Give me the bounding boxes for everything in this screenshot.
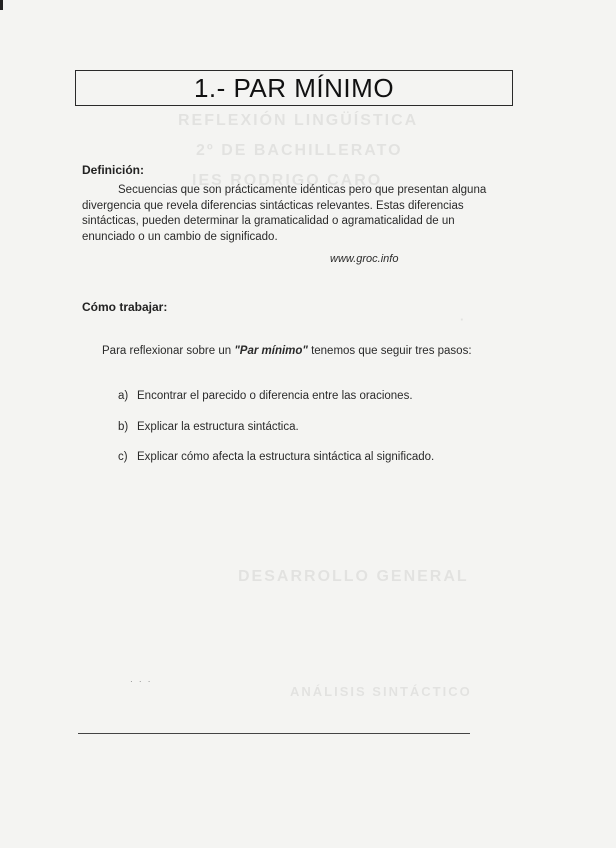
- page-title: 1.- PAR MÍNIMO: [75, 70, 513, 106]
- list-item: [118, 390, 434, 421]
- intro-text-start: Para reflexionar sobre un: [102, 345, 235, 357]
- step-text: Encontrar el parecido o diferencia entre las oraciones.: [137, 390, 413, 402]
- definition-text: Secuencias que son prácticamente idénticas pero que presentan alguna divergencia que revela diferencias sintácticas relevantes. Estas diferencias sintácticas, pueden determinar la gramaticalidad o agramaticalidad de un enunciado o un cambio de significado.: [82, 184, 487, 243]
- step-marker: c): [118, 451, 128, 463]
- list-item: [118, 421, 434, 452]
- intro-text-end: tenemos que seguir tres pasos:: [307, 345, 472, 357]
- bleed-through-text: ANÁLISIS SINTÁCTICO: [290, 684, 472, 699]
- bottom-divider: [78, 733, 470, 734]
- step-marker: b): [118, 420, 129, 433]
- definition-heading: Definición:: [82, 163, 144, 177]
- step-text: Explicar cómo afecta la estructura sintáctica al significado.: [137, 451, 435, 463]
- bleed-through-text: 2º DE BACHILLERATO: [196, 142, 403, 159]
- list-item: [118, 451, 434, 482]
- how-to-intro: [102, 345, 472, 357]
- steps-list: [118, 390, 434, 482]
- bleed-through-text: DESARROLLO GENERAL: [238, 568, 469, 585]
- definition-source: www.groc.info: [330, 253, 399, 265]
- bleed-through-text: IES RODRIGO CARO: [192, 172, 383, 189]
- step-marker: a): [118, 390, 129, 402]
- bleed-through-text: ·: [460, 312, 467, 327]
- step-text: Explicar la estructura sintáctica.: [137, 420, 299, 433]
- how-to-heading: Cómo trabajar:: [82, 300, 168, 314]
- intro-term: "Par mínimo": [234, 345, 308, 357]
- scan-edge-mark: [0, 0, 3, 10]
- scan-specks: · · ·: [130, 677, 153, 686]
- bleed-through-text: REFLEXIÓN LINGÜÍSTICA: [178, 112, 419, 129]
